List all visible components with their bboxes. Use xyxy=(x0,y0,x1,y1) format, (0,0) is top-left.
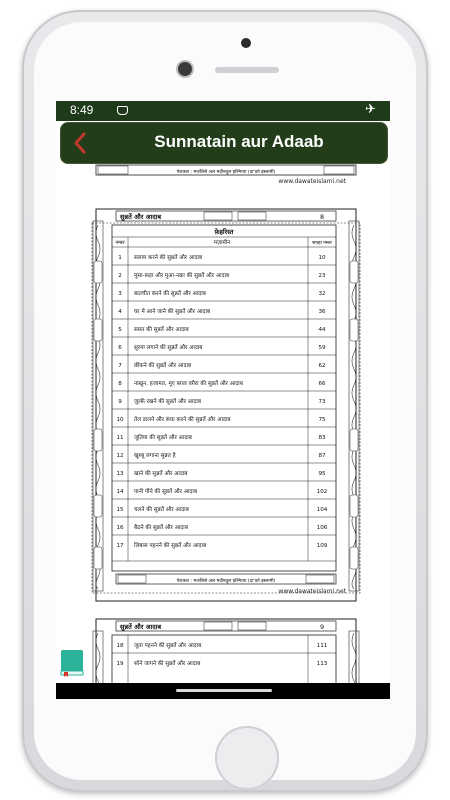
back-arrow-icon[interactable] xyxy=(69,131,93,155)
row-topic: घर में आने जाने की सुन्नतें और आदाब xyxy=(134,308,211,315)
book-icon[interactable] xyxy=(60,649,84,677)
row-page: 102 xyxy=(316,488,328,495)
row-topic: बैठने की सुन्नतें और आदाब xyxy=(134,524,188,531)
row-page: 106 xyxy=(316,524,328,531)
document-viewer[interactable] xyxy=(56,163,390,699)
row-number: 3 xyxy=(118,290,122,297)
row-topic: खाने की सुन्नतें और आदाब xyxy=(134,470,188,477)
row-number: 14 xyxy=(116,488,124,495)
row-number: 4 xyxy=(118,308,122,315)
ornament-badge xyxy=(324,166,354,174)
row-number: 19 xyxy=(116,660,124,667)
row-topic: जूता पहनने की सुन्नतें और आदाब xyxy=(134,642,202,649)
page-number: 9 xyxy=(320,623,325,631)
row-number: 15 xyxy=(116,506,124,513)
navigation-bar xyxy=(56,683,390,699)
row-topic: पानी पीने की सुन्नतें और आदाब xyxy=(134,488,198,495)
proximity-sensor xyxy=(241,38,251,48)
row-page: 113 xyxy=(316,660,328,667)
row-number: 12 xyxy=(116,452,124,459)
row-number: 5 xyxy=(118,326,122,333)
row-page: 44 xyxy=(318,326,326,333)
page-8 xyxy=(92,209,360,601)
app-screen xyxy=(56,101,390,699)
row-topic: मुसा-फ़हा और मुआ-नक़ा की सुन्नतें और आदाब xyxy=(134,272,230,279)
page-number: 8 xyxy=(320,213,325,221)
home-button[interactable] xyxy=(215,726,279,790)
website-text: www.dawateislami.net xyxy=(278,588,346,595)
row-number: 8 xyxy=(118,380,122,387)
website-text: www.dawateislami.net xyxy=(278,178,346,185)
app-title: Sunnatain aur Adaab xyxy=(154,132,324,151)
row-page: 36 xyxy=(318,308,326,315)
front-camera xyxy=(178,62,192,76)
row-page: 75 xyxy=(318,416,326,423)
earpiece-speaker xyxy=(215,67,279,73)
row-page: 32 xyxy=(318,290,326,297)
row-topic: सुरमा लगाने की सुन्नतें और आदाब xyxy=(134,344,203,351)
row-page: 59 xyxy=(318,344,326,351)
home-indicator[interactable] xyxy=(176,689,272,692)
page-footer-text: पेशकश : मजलिसे अल मदीनतुल इल्मिय्या (दा'वते इस्लामी) xyxy=(176,170,276,175)
row-topic: सफ़र की सुन्नतें और आदाब xyxy=(134,326,189,333)
row-number: 9 xyxy=(118,398,122,405)
page-header-title: सुन्नतें और आदाब xyxy=(120,213,162,221)
row-number: 18 xyxy=(116,642,124,649)
row-page: 95 xyxy=(318,470,326,477)
column-header-number: नम्बर xyxy=(115,240,125,246)
row-topic: बातचीत करने की सुन्नतें और आदाब xyxy=(134,290,206,297)
row-topic: छींकने की सुन्नतें और आदाब xyxy=(134,362,192,369)
ornament-badge xyxy=(238,622,266,630)
airplane-mode-icon: ✈ xyxy=(365,102,376,117)
row-topic: खुश्बू लगाना सुन्नत है xyxy=(134,452,176,459)
row-topic: सोने जागने की सुन्नतें और आदाब xyxy=(134,660,201,667)
row-topic: ज़ुल्फ़ें रखने की सुन्नतें और आदाब xyxy=(134,398,201,405)
row-topic: सलाम करने की सुन्नतें और आदाब xyxy=(134,254,203,261)
row-number: 10 xyxy=(116,416,124,423)
page-footer-text: पेशकश : मजलिसे अल मदीनतुल इल्मिय्या (दा'वते इस्लामी) xyxy=(176,579,276,584)
row-page: 87 xyxy=(318,452,326,459)
row-number: 16 xyxy=(116,524,124,531)
row-number: 13 xyxy=(116,470,124,477)
status-time: 8:49 xyxy=(70,103,94,117)
ornament-badge xyxy=(204,622,232,630)
table-title: फ़ेहरिस्त xyxy=(214,228,234,236)
ornament-badge xyxy=(238,212,266,220)
row-page: 111 xyxy=(316,642,328,649)
row-number: 6 xyxy=(118,344,122,351)
ornament-badge xyxy=(306,575,334,583)
row-topic: चलने की सुन्नतें और आदाब xyxy=(134,506,189,513)
row-page: 23 xyxy=(318,272,326,279)
column-header-topic: मज़ामीन xyxy=(213,240,231,246)
row-number: 1 xyxy=(118,254,122,261)
row-page: 10 xyxy=(318,254,326,261)
row-number: 11 xyxy=(116,434,124,441)
notification-icon xyxy=(117,106,128,115)
ornament-badge xyxy=(118,575,146,583)
row-topic: तेल डालने और कंघा करने की सुन्नतें और आदाब xyxy=(134,416,231,423)
row-topic: नाखुन, हजामत, मूए बग़ल वग़ैरा की सुन्नतें और आदाब xyxy=(134,380,243,387)
row-page: 104 xyxy=(316,506,328,513)
status-bar xyxy=(56,101,390,121)
row-page: 66 xyxy=(318,380,326,387)
column-header-page: सफ़्हा नम्बर xyxy=(312,241,332,246)
page-header-title: सुन्नतें और आदाब xyxy=(120,623,162,631)
row-topic: लिबास पहनने की सुन्नतें और आदाब xyxy=(134,542,207,549)
row-number: 7 xyxy=(118,362,122,369)
row-page: 62 xyxy=(318,362,326,369)
row-topic: जूतिया की सुन्नतें और आदाब xyxy=(134,434,192,441)
ornament-badge xyxy=(204,212,232,220)
row-number: 17 xyxy=(116,542,124,549)
row-page: 73 xyxy=(318,398,326,405)
row-number: 2 xyxy=(118,272,122,279)
app-bar xyxy=(60,122,388,164)
row-page: 83 xyxy=(318,434,326,441)
ornament-badge xyxy=(98,166,128,174)
row-page: 109 xyxy=(316,542,328,549)
